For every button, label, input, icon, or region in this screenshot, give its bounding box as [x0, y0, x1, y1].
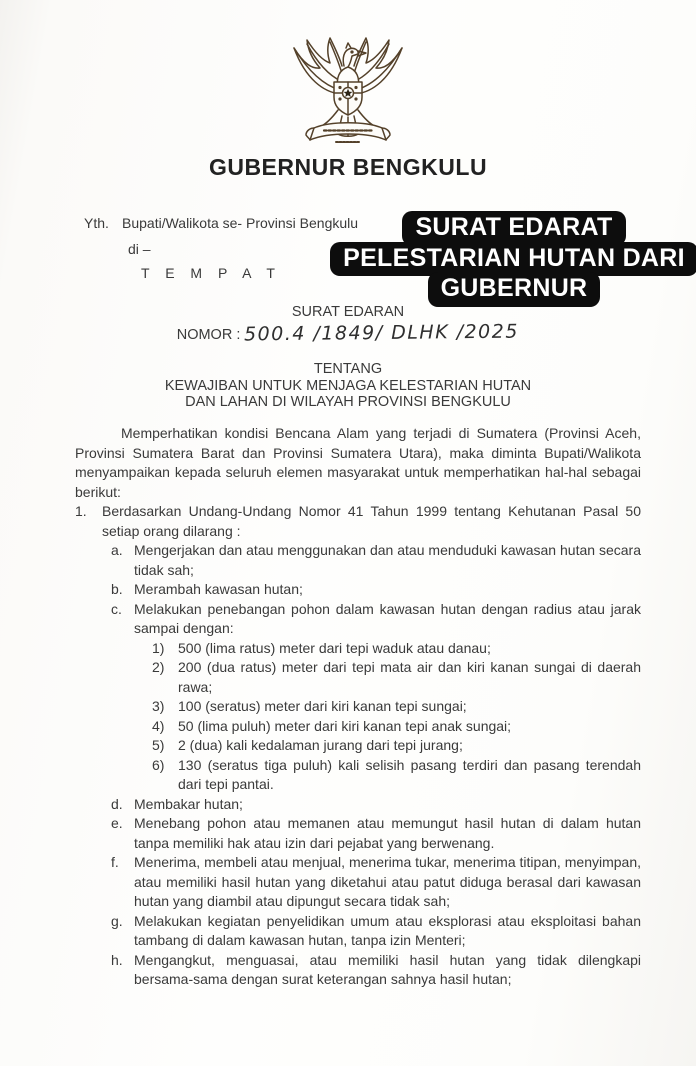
list-marker: 5) [152, 737, 165, 753]
list-marker: 1. [75, 503, 87, 519]
list-marker: 3) [152, 698, 165, 714]
list-marker: g. [111, 912, 123, 929]
garuda-pancasila-icon [278, 36, 418, 152]
list-item-h: h. Mengangkut, menguasai, atau memiliki hasil hutan yang tidak dilengkapi bersama-sama dengan surat keterangan sahnya hasil hutan; [75, 951, 641, 990]
list-subpoint-3: 3) 100 (seratus) meter dari kiri kanan tepi sungai; [75, 697, 641, 717]
list-marker: e. [111, 815, 123, 831]
list-item-e: e. Menebang pohon atau memanen atau memungut hasil hutan di dalam hutan tanpa memiliki hak atau izin dari pejabat yang berwenang. [75, 814, 641, 853]
list-subpoint-6: 6) 130 (seratus tiga puluh) kali selisih pasang terdiri dan pasang terendah dari tepi pantai. [75, 756, 641, 795]
document-title-block [0, 303, 696, 344]
list-item-f: f. Menerima, membeli atau menjual, menerima tukar, menerima titipan, menyimpan, atau memiliki hasil hutan yang diketahui atau patut diduga berasal dari kawasan hutan yang diambil atau dipungut secara tidak sah; [75, 853, 641, 912]
recipient-block [84, 214, 358, 283]
list-item-g: g. Melakukan kegiatan penyelidikan umum atau eksplorasi atau eksploitasi bahan tambang di dalam kawasan hutan, tanpa izin Menteri; [75, 912, 641, 951]
letterhead-office-name: GUBERNUR BENGKULU [208, 154, 488, 180]
subject-label: TENTANG [313, 361, 383, 377]
list-marker: a. [111, 542, 123, 558]
list-item-d: d. Membakar hutan; [75, 795, 641, 815]
overlay-caption-line: PELESTARIAN HUTAN DARI [330, 242, 696, 277]
document-number-label: NOMOR : [176, 327, 241, 343]
recipient-at-line: di – [128, 241, 151, 257]
list-marker: 1) [152, 639, 165, 656]
list-marker: d. [111, 795, 123, 812]
list-marker: f. [111, 854, 119, 870]
document-number-handwritten: 500.4 /1849/ DLHK /2025 [244, 320, 520, 346]
list-subpoint-4: 4) 50 (lima puluh) meter dari kiri kanan tepi anak sungai; [75, 717, 641, 737]
list-marker: b. [111, 581, 123, 597]
recipient-addressee: Bupati/Walikota se- Provinsi Bengkulu [122, 215, 359, 231]
list-subpoint-5: 5) 2 (dua) kali kedalaman jurang dari tepi jurang; [75, 736, 641, 756]
list-marker: h. [111, 951, 123, 968]
subject-line-2: DAN LAHAN DI WILAYAH PROVINSI BENGKULU [185, 394, 511, 410]
list-subpoint-2: 2) 200 (dua ratus) meter dari tepi mata air dan kiri kanan sungai di daerah rawa; [75, 658, 641, 697]
overlay-caption [343, 211, 685, 307]
list-subpoint-1: 1) 500 (lima ratus) meter dari tepi waduk atau danau; [75, 639, 641, 659]
opening-paragraph: Memperhatikan kondisi Bencana Alam yang terjadi di Sumatera (Provinsi Aceh, Provinsi Sumatera Barat dan Provinsi Sumatera Utara), maka diminta Bupati/Walikota menyampaikan kepada seluruh elemen masyarakat untuk memperhatikan hal-hal sebagai berikut: [75, 425, 641, 500]
overlay-caption-line: SURAT EDARAT [402, 211, 625, 246]
subject-block [0, 361, 696, 411]
recipient-salutation: Yth. [84, 215, 109, 231]
list-item-b: b. Merambah kawasan hutan; [75, 580, 641, 600]
list-marker: 6) [152, 756, 165, 773]
recipient-place: T E M P A T [141, 265, 281, 281]
list-marker: 4) [152, 717, 165, 734]
list-marker: c. [111, 600, 122, 617]
list-marker: 2) [152, 659, 165, 675]
list-item-c: c. Melakukan penebangan pohon dalam kawasan hutan dengan radius atau jarak sampai dengan: [75, 600, 641, 639]
document-type: SURAT EDARAN [291, 304, 405, 320]
subject-line-1: KEWAJIBAN UNTUK MENJAGA KELESTARIAN HUTAN [164, 377, 532, 394]
list-item-a: a. Mengerjakan dan atau menggunakan dan atau menduduki kawasan hutan secara tidak sah; [75, 541, 641, 580]
overlay-caption-line: GUBERNUR [428, 272, 601, 307]
list-item-1: 1. Berdasarkan Undang-Undang Nomor 41 Tahun 1999 tentang Kehutanan Pasal 50 setiap orang dilarang : [75, 502, 641, 541]
letter-body [75, 424, 641, 990]
